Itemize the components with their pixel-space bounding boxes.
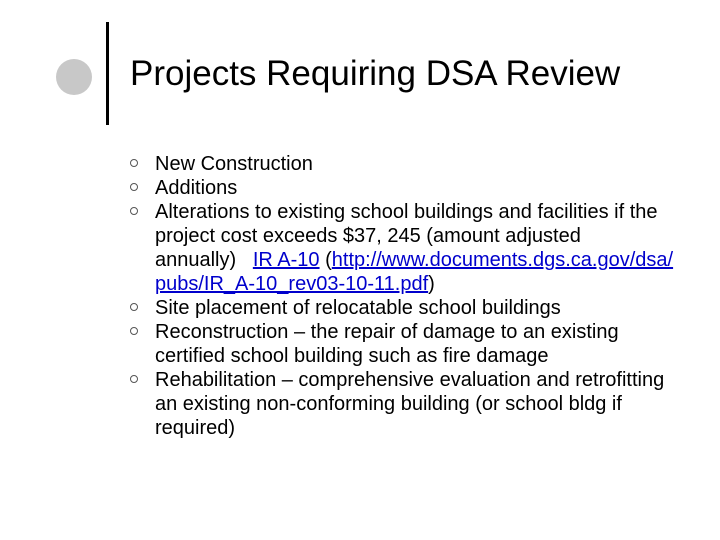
bullet-text: Additions bbox=[155, 177, 238, 199]
list-item bbox=[130, 200, 678, 296]
list-item bbox=[130, 368, 678, 440]
circle-bullet-icon bbox=[130, 375, 138, 383]
list-item bbox=[130, 296, 678, 320]
circle-bullet-icon bbox=[130, 159, 138, 167]
title-divider bbox=[106, 22, 109, 125]
bullet-text: Site placement of relocatable school buildings bbox=[155, 297, 561, 319]
list-item bbox=[130, 152, 678, 176]
circle-bullet-icon bbox=[130, 183, 138, 191]
bullet-text: Alterations to existing school buildings and facilities if the project cost exceeds $37, 245 (amount adjusted annually) bbox=[155, 201, 658, 271]
circle-bullet-icon bbox=[130, 327, 138, 335]
title-bullet-dot bbox=[56, 59, 92, 95]
bullet-text: Reconstruction – the repair of damage to an existing certified school building such as fire damage bbox=[155, 321, 619, 367]
open-paren: ( bbox=[325, 249, 332, 271]
bullet-text: New Construction bbox=[155, 153, 313, 175]
list-item bbox=[130, 320, 678, 368]
ir-a10-link[interactable]: IR A-10 bbox=[252, 249, 320, 271]
bullet-text: Rehabilitation – comprehensive evaluation and retrofitting an existing non-conforming building (or school bldg if required) bbox=[155, 369, 665, 439]
page-title: Projects Requiring DSA Review bbox=[130, 54, 621, 93]
close-paren: ) bbox=[428, 273, 435, 295]
ir-a10-url-link[interactable]: http://www.documents.dgs.ca.gov/dsa/pubs/IR_A-10_rev03-10-11.pdf bbox=[155, 249, 674, 295]
circle-bullet-icon bbox=[130, 207, 138, 215]
list-item bbox=[130, 176, 678, 200]
circle-bullet-icon bbox=[130, 303, 138, 311]
bullet-list bbox=[130, 152, 678, 440]
